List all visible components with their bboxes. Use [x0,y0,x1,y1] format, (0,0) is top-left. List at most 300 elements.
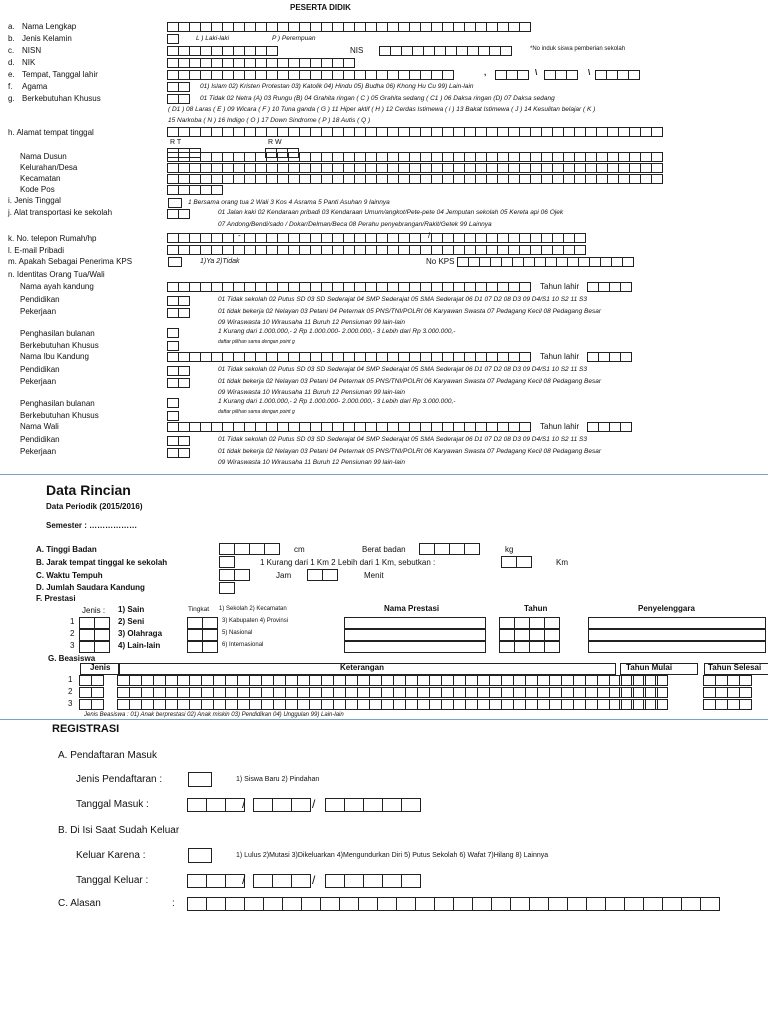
parent-name-label: Nama Wali [20,422,59,431]
jarak-label: B. Jarak tempat tinggal ke sekolah [36,558,168,567]
input-cell[interactable] [187,641,203,653]
input-cell[interactable] [178,448,190,458]
input-cell[interactable] [622,257,634,267]
input-cell[interactable] [510,897,530,911]
input-cell[interactable] [382,798,402,812]
input-cell[interactable] [219,556,235,568]
tahun-lahir-boxes[interactable] [588,352,632,362]
bk-box[interactable] [168,341,179,351]
nisn-boxes[interactable] [168,46,278,56]
pekerjaan-opts-1: 01 tidak bekerja 02 Nelayan 03 Petani 04 Peternak 05 PNS/TNI/POLRI 06 Karyawan Swasta 07 Pedagang Kecil 08 Pedagang Besar [218,378,602,385]
km-boxes[interactable] [502,556,532,568]
input-cell[interactable] [396,897,416,911]
addr-label: Kecamatan [20,174,61,183]
input-cell[interactable] [79,617,95,629]
berat-label: Berat badan [362,545,406,554]
nis-boxes[interactable] [380,46,512,56]
kps-opts: 1)Ya 2)Tidak [200,258,240,265]
tgl-keluar-y[interactable] [326,874,421,888]
keluar-karena-label: Keluar Karena : [76,850,146,861]
input-cell[interactable] [519,22,531,32]
input-cell[interactable] [344,874,364,888]
bea-mulai-boxes[interactable] [620,687,668,698]
row-num: 2 [68,687,73,696]
addr-boxes[interactable] [168,163,663,173]
bea-ket-boxes[interactable] [118,699,658,710]
nokps-boxes[interactable] [458,257,634,267]
slash-2: / [312,797,316,811]
input-cell[interactable] [491,897,511,911]
bslash-2: \ [588,68,591,77]
addr-label: Kelurahan/Desa [20,163,78,172]
parent-name-label: Nama ayah kandung [20,282,94,291]
input-cell[interactable] [434,543,450,555]
prestasi-jenis-box[interactable] [80,641,110,653]
kps-box[interactable] [168,257,182,267]
bea-jenis-header: Jenis [90,663,111,672]
menit-boxes[interactable] [308,569,338,581]
input-cell[interactable] [187,617,203,629]
telp-boxes[interactable] [168,233,586,243]
input-cell[interactable] [234,543,250,555]
tgl-keluar-m[interactable] [254,874,311,888]
input-cell[interactable] [449,543,465,555]
bea-selesai-boxes[interactable] [704,699,752,710]
input-cell[interactable] [206,874,226,888]
saudara-label: D. Jumlah Saudara Kandung [36,583,145,592]
pekerjaan-opts-1: 01 tidak bekerja 02 Nelayan 03 Petani 04 Peternak 05 PNS/TNI/POLRI 06 Karyawan Swasta 07 Pedagang Kecil 08 Pedagang Besar [218,448,602,455]
input-cell[interactable] [655,675,668,686]
input-cell[interactable] [339,897,359,911]
input-cell[interactable] [325,874,345,888]
input-cell[interactable] [500,46,512,56]
prestasi-jenis-box[interactable] [80,617,110,629]
tempat-boxes[interactable] [168,70,454,80]
gender-p: P ) Perempuan [272,35,316,42]
keterangan-header: Keterangan [340,663,385,672]
row-num: 1 [70,617,75,626]
input-cell[interactable] [415,897,435,911]
parent-name-boxes[interactable] [168,282,531,292]
input-cell[interactable] [434,897,454,911]
tgl-masuk-y[interactable] [326,798,421,812]
bea-jenis-boxes[interactable] [80,675,104,686]
pekerjaan-label: Pekerjaan [20,307,57,316]
input-cell[interactable] [651,127,663,137]
identitas-label: n. Identitas Orang Tua/Wali [8,270,105,279]
cm-label: cm [294,545,305,554]
input-cell[interactable] [624,897,644,911]
input-cell[interactable] [266,46,278,56]
input-cell[interactable] [272,798,292,812]
pendidikan-opts: 01 Tidak sekolah 02 Putus SD 03 SD Sederajat 04 SMP Sederajat 05 SMA Sederajat 06 D1 07 D2 08 D3 09 D4/S1 10 S2 11 S3 [218,366,587,373]
input-cell[interactable] [499,617,515,629]
input-cell[interactable] [514,629,530,641]
input-cell[interactable] [167,328,179,338]
input-cell[interactable] [211,185,223,195]
tgl-masuk-m[interactable] [254,798,311,812]
input-cell[interactable] [178,209,190,219]
input-cell[interactable] [344,798,364,812]
pendidikan-label: Pendidikan [20,365,60,374]
input-cell[interactable] [253,874,273,888]
pekerjaan-opts-2: 09 Wiraswasta 10 Wirausaha 11 Buruh 12 Pensiunan 99 lain-lain [218,319,405,326]
addr-label: Nama Dusun [20,152,67,161]
input-cell[interactable] [178,436,190,446]
input-cell[interactable] [643,897,663,911]
input-cell[interactable] [499,641,515,653]
input-cell[interactable] [91,675,104,686]
prestasi-tahun-boxes[interactable] [500,641,560,653]
pekerjaan-boxes[interactable] [168,448,190,458]
input-cell[interactable] [178,378,190,388]
input-cell[interactable] [544,617,560,629]
penyelenggara-header: Penyelenggara [638,604,695,613]
input-cell[interactable] [586,897,606,911]
pendidikan-boxes[interactable] [168,366,190,376]
telp-dash: - [238,231,241,240]
input-cell[interactable] [187,897,207,911]
bea-selesai-boxes[interactable] [704,675,752,686]
addr-boxes[interactable] [168,174,663,184]
row-key: g. [8,94,15,103]
berat-boxes[interactable] [420,543,480,555]
saudara-box[interactable] [220,582,235,594]
penyelenggara-field[interactable] [588,617,766,629]
nik-boxes[interactable] [168,58,355,68]
input-cell[interactable] [651,152,663,162]
tahun-lahir-label: Tahun lahir [540,422,580,431]
tahun-mulai-header: Tahun Mulai [626,663,673,672]
input-cell[interactable] [566,70,578,80]
input-cell[interactable] [567,897,587,911]
kg-label: kg [505,545,514,554]
penyelenggara-field[interactable] [588,641,766,653]
input-cell[interactable] [620,352,632,362]
input-cell[interactable] [206,798,226,812]
tinggi-label: A. Tinggi Badan [36,545,97,554]
input-cell[interactable] [382,874,402,888]
input-cell[interactable] [519,282,531,292]
bea-jenis-boxes[interactable] [80,699,104,710]
comma: , [484,68,487,77]
input-cell[interactable] [739,675,752,686]
separator-2 [0,719,768,720]
bk-box[interactable] [168,411,179,421]
input-cell[interactable] [529,629,545,641]
prestasi-tingkat-box[interactable] [188,629,218,641]
rw-label: R W [268,139,282,146]
alamat-label: h. Alamat tempat tinggal [8,128,94,137]
input-cell[interactable] [620,422,632,432]
jam-label: Jam [276,571,292,580]
input-cell[interactable] [574,233,586,243]
registrasi-title: REGISTRASI [52,723,120,735]
penghasilan-opts: 1 Kurang dari 1.000.000,- 2 Rp 1.000.000- 2.000.000,- 3 Lebih dari Rp 3.000.000,- [218,328,456,335]
input-cell[interactable] [94,629,110,641]
nama-prestasi-field[interactable] [344,617,486,629]
input-cell[interactable] [187,629,203,641]
input-cell[interactable] [249,543,265,555]
input-cell[interactable] [91,687,104,698]
pendidikan-label: Pendidikan [20,295,60,304]
input-cell[interactable] [501,556,517,568]
input-cell[interactable] [178,308,190,318]
input-cell[interactable] [178,296,190,306]
pekerjaan-label: Pekerjaan [20,377,57,386]
prestasi-jenis-opt: 1) Sain [118,605,145,614]
penghasilan-box[interactable] [168,398,179,408]
pekerjaan-boxes[interactable] [168,308,190,318]
penghasilan-opts: 1 Kurang dari 1.000.000,- 2 Rp 1.000.000- 2.000.000,- 3 Lebih dari Rp 3.000.000,- [218,398,456,405]
input-cell[interactable] [358,897,378,911]
input-cell[interactable] [519,352,531,362]
bea-mulai-boxes[interactable] [620,699,668,710]
jarak-box[interactable] [220,556,235,568]
bln-boxes[interactable] [545,70,578,80]
input-cell[interactable] [282,897,302,911]
rt-label: R T [170,139,182,146]
bk-label: Berkebutuhan Khusus [20,411,99,420]
pendidikan-boxes[interactable] [168,436,190,446]
pekerjaan-opts-2: 09 Wiraswasta 10 Wirausaha 11 Buruh 12 Pensiunan 99 lain-lain [218,459,405,466]
addr-label: Kode Pos [20,185,55,194]
bea-mulai-boxes[interactable] [620,675,668,686]
alamat-boxes[interactable] [168,127,663,137]
jarak-opts: 1 Kurang dari 1 Km 2 Lebih dari 1 Km, sebutkan : [260,558,436,567]
input-cell[interactable] [514,617,530,629]
email-boxes[interactable] [168,245,586,255]
input-cell[interactable] [514,641,530,653]
input-cell[interactable] [472,897,492,911]
input-cell[interactable] [628,70,640,80]
input-cell[interactable] [91,699,104,710]
input-cell[interactable] [307,569,323,581]
input-cell[interactable] [700,897,720,911]
jk-boxes[interactable] [168,34,179,44]
tanggal-keluar-label: Tanggal Keluar : [76,875,149,886]
input-cell[interactable] [662,897,682,911]
row-label: Jenis Kelamin [22,34,72,43]
input-cell[interactable] [453,897,473,911]
input-cell[interactable] [651,174,663,184]
input-cell[interactable] [544,641,560,653]
nama-prestasi-field[interactable] [344,641,486,653]
row-label: NIK [22,58,36,67]
pendaftaran-label: A. Pendaftaran Masuk [58,750,157,761]
prestasi-tingkat-box[interactable] [188,617,218,629]
telp-label: k. No. telepon Rumah/hp [8,234,97,243]
input-cell[interactable] [419,543,435,555]
row-num: 3 [70,641,75,650]
input-cell[interactable] [264,543,280,555]
tahun-header: Tahun [524,604,548,613]
tingkat-opt: 6) Internasional [222,642,264,648]
bea-ket-boxes[interactable] [118,675,658,686]
input-cell[interactable] [219,569,235,581]
input-cell[interactable] [529,617,545,629]
input-cell[interactable] [343,58,355,68]
input-cell[interactable] [167,398,179,408]
input-cell[interactable] [244,897,264,911]
row-num: 3 [68,699,73,708]
input-cell[interactable] [178,82,190,92]
tinggal-box[interactable] [168,198,182,208]
pekerjaan-boxes[interactable] [168,378,190,388]
input-cell[interactable] [187,798,207,812]
input-cell[interactable] [739,687,752,698]
prestasi-tahun-boxes[interactable] [500,617,560,629]
addr-boxes[interactable] [168,152,663,162]
input-cell[interactable] [202,629,218,641]
row-label: Tempat, Tanggal lahir [22,70,98,79]
row-key: b. [8,34,15,43]
parent-name-boxes[interactable] [168,422,531,432]
pendidikan-boxes[interactable] [168,296,190,306]
slash-4: / [312,873,316,887]
bk-opts-1: 01 Tidak 02 Netra (A) 03 Rungu (B) 04 Grahita ringan ( C ) 05 Grahita sedang ( C1 ) 06 Daksa ringan (D) 07 Daksa sedang [200,95,555,102]
tgl-masuk-d[interactable] [188,798,245,812]
input-cell[interactable] [291,798,311,812]
input-cell[interactable] [219,582,235,594]
input-cell[interactable] [253,798,273,812]
input-cell[interactable] [605,897,625,911]
input-cell[interactable] [548,897,568,911]
jenis-tinggal-label: i. Jenis Tinggal [8,196,61,205]
input-cell[interactable] [442,70,454,80]
input-cell[interactable] [363,874,383,888]
nokps-label: No KPS [426,257,455,266]
bslash-1: \ [535,68,538,77]
input-cell[interactable] [464,543,480,555]
input-cell[interactable] [301,897,321,911]
nama-prestasi-field[interactable] [344,629,486,641]
input-cell[interactable] [79,641,95,653]
input-cell[interactable] [263,897,283,911]
input-cell[interactable] [320,897,340,911]
input-cell[interactable] [651,163,663,173]
input-cell[interactable] [544,629,560,641]
input-cell[interactable] [234,569,250,581]
pekerjaan-opts-1: 01 tidak bekerja 02 Nelayan 03 Petani 04 Peternak 05 PNS/TNI/POLRI 06 Karyawan Swasta 07 Pedagang Kecil 08 Pedagang Besar [218,308,602,315]
tingkat-opt: 1) Sekolah 2) Kecamatan [219,606,287,612]
tahun-selesai-header: Tahun Selesai [708,663,762,672]
bea-ket-boxes[interactable] [118,687,658,698]
prestasi-jenis-label: Jenis : [82,606,106,615]
input-cell[interactable] [739,699,752,710]
input-cell[interactable] [167,341,179,351]
bea-jenis-boxes[interactable] [80,687,104,698]
prestasi-tingkat-box[interactable] [188,641,218,653]
bk-opts-2: ( D1 ) 08 Laras ( E ) 09 Wicara ( F ) 10 Tuna ganda ( G ) 11 Hiper aktif ( H ) 12 Cerdas Istimewa ( i ) 13 Bakat Istimewa ( J ) 14 Kesulitan belajar ( K ) [168,106,596,113]
parent-name-boxes[interactable] [168,352,531,362]
input-cell[interactable] [325,798,345,812]
input-cell[interactable] [401,798,421,812]
tinggi-boxes[interactable] [220,543,280,555]
input-cell[interactable] [499,629,515,641]
tahun-lahir-boxes[interactable] [588,422,632,432]
prestasi-jenis-opt: 3) Olahraga [118,629,163,638]
input-cell[interactable] [655,699,668,710]
input-cell[interactable] [202,641,218,653]
penyelenggara-field[interactable] [588,629,766,641]
input-cell[interactable] [377,897,397,911]
prestasi-jenis-box[interactable] [80,629,110,641]
input-cell[interactable] [167,34,179,44]
bk-boxes[interactable] [168,94,190,104]
input-cell[interactable] [219,543,235,555]
input-cell[interactable] [202,617,218,629]
tgl-keluar-d[interactable] [188,874,245,888]
agama-opts: 01) Islam 02) Kristen Protestan 03) Katolik 04) Hindu 05) Budha 06) Khong Hu Cu 99) Lain-lain [200,83,474,90]
pendidikan-opts: 01 Tidak sekolah 02 Putus SD 03 SD Sederajat 04 SMP Sederajat 05 SMA Sederajat 06 D1 07 D2 08 D3 09 D4/S1 10 S2 11 S3 [218,296,587,303]
input-cell[interactable] [517,70,529,80]
keluar-karena-box[interactable] [188,848,212,863]
input-cell[interactable] [322,569,338,581]
input-cell[interactable] [272,874,292,888]
row-label: NISN [22,46,42,55]
alasan-boxes[interactable] [188,897,720,911]
keluar-section-label: B. Di Isi Saat Sudah Keluar [58,825,180,836]
input-cell[interactable] [620,282,632,292]
tahun-lahir-boxes[interactable] [588,282,632,292]
input-cell[interactable] [178,94,190,104]
penghasilan-label: Penghasilan bulanan [20,399,95,408]
transport-boxes[interactable] [168,209,190,219]
jam-boxes[interactable] [220,569,250,581]
input-cell[interactable] [94,641,110,653]
input-cell[interactable] [655,687,668,698]
agama-boxes[interactable] [168,82,190,92]
input-cell[interactable] [363,798,383,812]
input-cell[interactable] [187,874,207,888]
input-cell[interactable] [291,874,311,888]
input-cell[interactable] [178,366,190,376]
addr-boxes[interactable] [168,185,223,195]
input-cell[interactable] [225,897,245,911]
input-cell[interactable] [574,245,586,255]
rincian-subtitle: Data Periodik (2015/2016) [46,502,143,511]
bk-opts-3: 15 Narkoba ( N ) 16 Indigo ( O ) 17 Down Sindrome ( P ) 18 Autis ( Q ) [168,117,371,124]
input-cell[interactable] [519,422,531,432]
bea-selesai-boxes[interactable] [704,687,752,698]
transport-opts-1: 01 Jalan kaki 02 Kendaraan pribadi 03 Kendaraan Umum/angkot/Pete-pete 04 Jemputan sekolah 05 Kereta api 06 Ojek [218,209,564,216]
tingkat-opt: 5) Nasional [222,630,253,636]
row-num: 2 [70,629,75,638]
nama-lengkap-boxes[interactable] [168,22,531,32]
input-cell[interactable] [79,629,95,641]
prestasi-tahun-boxes[interactable] [500,629,560,641]
penghasilan-box[interactable] [168,328,179,338]
daftar-opts: 1) Siswa Baru 2) Pindahan [236,776,320,783]
input-cell[interactable] [529,897,549,911]
thn-boxes[interactable] [596,70,640,80]
input-cell[interactable] [401,874,421,888]
tahun-lahir-label: Tahun lahir [540,352,580,361]
input-cell[interactable] [94,617,110,629]
pekerjaan-label: Pekerjaan [20,447,57,456]
input-cell[interactable] [167,411,179,421]
jenis-pendaftaran-box[interactable] [188,772,212,787]
gender-l: L ) Laki-laki [196,35,230,42]
input-cell[interactable] [516,556,532,568]
jenis-pendaftaran-label: Jenis Pendaftaran : [76,774,163,785]
tgl-boxes[interactable] [496,70,529,80]
input-cell[interactable] [206,897,226,911]
menit-label: Menit [364,571,384,580]
input-cell[interactable] [529,641,545,653]
input-cell[interactable] [681,897,701,911]
